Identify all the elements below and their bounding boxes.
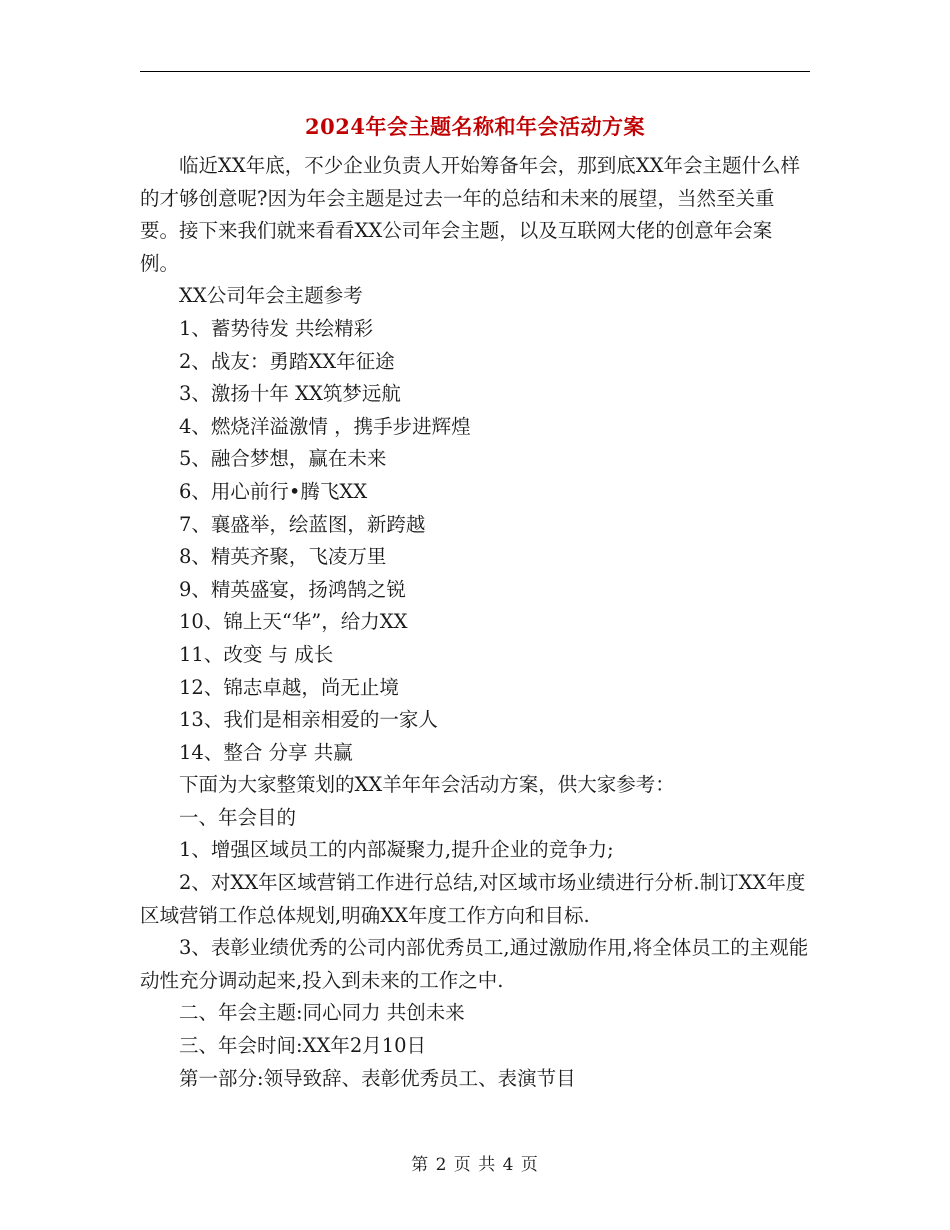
list-item: 4、燃烧洋溢激情 ，携手步进辉煌	[179, 414, 471, 438]
list-item: 3、激扬十年 XX筑梦远航	[179, 382, 401, 406]
list-item: 5、融合梦想，赢在未来	[179, 447, 387, 471]
document-title: 2024年会主题名称和年会活动方案	[305, 114, 645, 139]
list-item: 12、锦志卓越，尚无止境	[179, 675, 399, 699]
page-number: 第 2 页 共 4 页	[411, 1155, 539, 1175]
header-rule	[140, 71, 810, 72]
list-item: 8、精英齐聚，飞凌万里	[179, 545, 387, 569]
list-item: 1、蓄势待发 共绘精彩	[179, 316, 374, 340]
paragraph: 2、对XX年区域营销工作进行总结,对区域市场业绩进行分析.制订XX年度区域营销工作总体规划,明确XX年度工作方向和目标.	[140, 871, 806, 927]
list-item: 14、整合 分享 共赢	[179, 740, 353, 764]
paragraph: 3、表彰业绩优秀的公司内部优秀员工,通过激励作用,将全体员工的主观能动性充分调动起来,投入到未来的工作之中.	[140, 936, 809, 992]
list-item: 11、改变 与 成长	[179, 642, 334, 666]
paragraph: 1、增强区域员工的内部凝聚力,提升企业的竞争力;	[179, 838, 614, 862]
list-item: 10、锦上天“华”，给力XX	[179, 610, 408, 634]
list-item: 7、襄盛举，绘蓝图，新跨越	[179, 512, 426, 536]
section-heading: 二、年会主题:同心同力 共创未来	[179, 1001, 465, 1025]
list-item: 13、我们是相亲相爱的一家人	[179, 708, 438, 732]
transition-paragraph: 下面为大家整策划的XX羊年年会活动方案，供大家参考：	[179, 773, 675, 797]
list-item: 9、精英盛宴，扬鸿鹄之锐	[179, 577, 406, 601]
paragraph: 第一部分:领导致辞、表彰优秀员工、表演节目	[179, 1066, 576, 1090]
document-body	[140, 150, 810, 1095]
section-heading: 一、年会目的	[179, 805, 297, 829]
list-item: 2、战友：勇踏XX年征途	[179, 349, 395, 373]
list-item: 6、用心前行•腾飞XX	[179, 479, 368, 503]
section-heading: XX公司年会主题参考	[179, 284, 363, 308]
section-heading: 三、年会时间:XX年2月10日	[179, 1034, 427, 1058]
intro-paragraph: 临近XX年底，不少企业负责人开始筹备年会，那到底XX年会主题什么样的才够创意呢?因为年会主题是过去一年的总结和未来的展望，当然至关重要。接下来我们就来看看XX公司年会主题，以及互联网大佬的创意年会案例。	[140, 154, 801, 275]
